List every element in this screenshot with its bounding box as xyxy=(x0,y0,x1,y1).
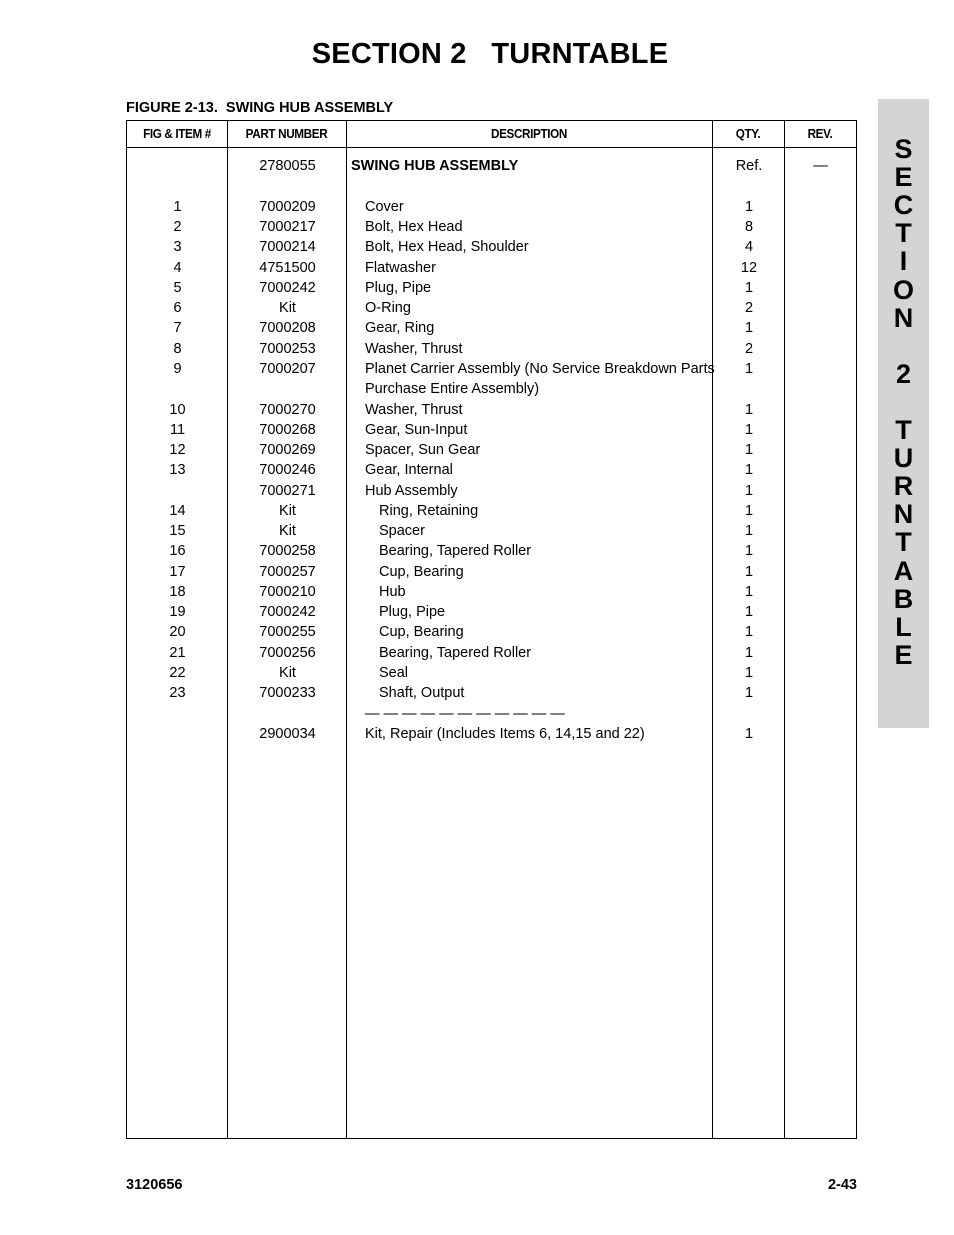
table-row xyxy=(127,704,856,724)
table-row xyxy=(127,440,856,460)
table-row xyxy=(127,298,856,318)
qty-cell: 1 xyxy=(744,402,754,418)
table-row xyxy=(127,359,856,379)
part-number-cell: 7000217 xyxy=(259,219,316,235)
description-cell: Purchase Entire Assembly) xyxy=(365,381,540,397)
section-tab-letter: E xyxy=(894,162,913,193)
qty-cell: 1 xyxy=(744,361,754,377)
qty-cell: 1 xyxy=(744,645,754,661)
description-cell: Bearing, Tapered Roller xyxy=(379,543,532,559)
fig-item-cell: 18 xyxy=(169,584,186,600)
part-number-cell: 7000242 xyxy=(259,280,316,296)
part-number-cell: 7000246 xyxy=(259,462,316,478)
description-cell: Gear, Sun-Input xyxy=(365,422,468,438)
table-row xyxy=(127,562,856,582)
description-cell: Gear, Ring xyxy=(365,320,435,336)
description-cell: Hub xyxy=(379,584,406,600)
qty-cell: 4 xyxy=(744,239,754,255)
section-tab xyxy=(878,99,929,728)
qty-cell: 2 xyxy=(744,300,754,316)
fig-item-cell: 4 xyxy=(173,260,182,276)
description-cell: Bolt, Hex Head xyxy=(365,219,463,235)
section-tab-letter: T xyxy=(895,415,912,445)
fig-item-cell: 12 xyxy=(169,442,186,458)
fig-item-cell: 14 xyxy=(169,503,186,519)
table-row xyxy=(127,663,856,683)
fig-item-cell: 1 xyxy=(173,199,182,215)
fig-item-cell: 21 xyxy=(169,645,186,661)
qty-cell: 1 xyxy=(744,584,754,600)
fig-item-cell: 7 xyxy=(173,320,182,336)
qty-cell: 1 xyxy=(744,523,754,539)
table-row xyxy=(127,602,856,622)
description-cell: Shaft, Output xyxy=(379,685,465,701)
qty-cell: 1 xyxy=(744,320,754,336)
section-tab-letter: B xyxy=(893,583,914,614)
part-number-cell: 4751500 xyxy=(259,260,316,276)
qty-cell: 8 xyxy=(744,219,754,235)
part-number-cell: 2900034 xyxy=(259,726,316,742)
qty-cell: Ref. xyxy=(735,158,763,174)
description-cell: Cover xyxy=(365,199,404,215)
table-row xyxy=(127,460,856,480)
part-number-cell: 7000207 xyxy=(259,361,316,377)
qty-cell: 1 xyxy=(744,462,754,478)
table-row xyxy=(127,643,856,663)
qty-cell: 1 xyxy=(744,442,754,458)
table-row xyxy=(127,521,856,541)
description-cell: Bolt, Hex Head, Shoulder xyxy=(365,239,529,255)
part-number-cell: 7000270 xyxy=(259,402,316,418)
section-tab-letter: E xyxy=(894,639,913,670)
page-title: SECTION 2 TURNTABLE xyxy=(311,38,669,70)
header-qty: QTY. xyxy=(735,126,761,141)
fig-item-cell: 15 xyxy=(169,523,186,539)
description-cell: Hub Assembly xyxy=(365,483,458,499)
header-divider xyxy=(127,147,856,148)
table-row xyxy=(127,541,856,561)
table-row xyxy=(127,258,856,278)
part-number-cell: 2780055 xyxy=(259,158,316,174)
description-cell: Plug, Pipe xyxy=(379,604,446,620)
fig-item-cell: 16 xyxy=(169,543,186,559)
header-description: DESCRIPTION xyxy=(490,126,567,141)
table-row xyxy=(127,481,856,501)
qty-cell: 1 xyxy=(744,543,754,559)
page-number: 2-43 xyxy=(827,1177,857,1193)
table-row xyxy=(127,501,856,521)
table-row xyxy=(127,683,856,703)
qty-cell: 1 xyxy=(744,564,754,580)
section-tab-letter: N xyxy=(893,302,914,333)
fig-item-cell: 9 xyxy=(173,361,182,377)
header-part-number: PART NUMBER xyxy=(245,126,328,141)
fig-item-cell: 5 xyxy=(173,280,182,296)
part-number-cell: Kit xyxy=(279,300,296,316)
qty-cell: 1 xyxy=(744,726,754,742)
section-tab-letter: L xyxy=(895,611,912,642)
section-tab-letter: T xyxy=(895,527,912,558)
description-cell: Spacer xyxy=(379,523,425,539)
fig-item-cell: 10 xyxy=(169,402,186,418)
qty-cell: 1 xyxy=(744,604,754,620)
description-cell: Planet Carrier Assembly (No Service Breakdown Parts xyxy=(365,361,715,377)
part-number-cell: 7000208 xyxy=(259,320,316,336)
qty-cell: 1 xyxy=(744,665,754,681)
fig-item-cell: 22 xyxy=(169,665,186,681)
qty-cell: 12 xyxy=(740,260,758,276)
table-row xyxy=(127,339,856,359)
fig-item-cell: 19 xyxy=(169,604,186,620)
qty-cell: 1 xyxy=(744,483,754,499)
section-tab-letter: 2 xyxy=(895,358,912,389)
part-number-cell: 7000257 xyxy=(259,564,316,580)
fig-item-cell: 6 xyxy=(173,300,182,316)
qty-cell: 1 xyxy=(744,422,754,438)
section-tab-letter: I xyxy=(899,246,908,277)
part-number-cell: Kit xyxy=(279,523,296,539)
part-number-cell: Kit xyxy=(279,665,296,681)
section-tab-letter: T xyxy=(895,218,912,249)
part-number-cell: 7000271 xyxy=(259,483,316,499)
table-row xyxy=(127,197,856,217)
part-number-cell: 7000209 xyxy=(259,199,316,215)
section-tab-letter: O xyxy=(892,274,914,305)
qty-cell: 1 xyxy=(744,624,754,640)
part-number-cell: 7000210 xyxy=(259,584,316,600)
part-number-cell: 7000253 xyxy=(259,341,316,357)
fig-item-cell: 23 xyxy=(169,685,186,701)
part-number-cell: 7000258 xyxy=(259,543,316,559)
qty-cell: 1 xyxy=(744,199,754,215)
description-cell: Bearing, Tapered Roller xyxy=(379,645,532,661)
description-cell: Cup, Bearing xyxy=(379,564,464,580)
description-cell: Plug, Pipe xyxy=(365,280,432,296)
part-number-cell: 7000269 xyxy=(259,442,316,458)
table-row xyxy=(127,622,856,642)
description-cell: Flatwasher xyxy=(365,260,436,276)
description-cell: Seal xyxy=(379,665,409,681)
table-row xyxy=(127,582,856,602)
fig-item-cell: 13 xyxy=(169,462,186,478)
part-number-cell: Kit xyxy=(279,503,296,519)
section-tab-letter: R xyxy=(893,471,914,502)
section-tab-letter: C xyxy=(893,190,914,221)
table-row xyxy=(127,400,856,420)
section-tab-letter: S xyxy=(894,134,913,164)
rev-cell: — xyxy=(813,158,828,174)
description-cell: Washer, Thrust xyxy=(365,341,463,357)
table-row xyxy=(127,420,856,440)
fig-item-cell: 11 xyxy=(169,422,186,438)
description-cell: Spacer, Sun Gear xyxy=(365,442,481,458)
section-tab-letter: A xyxy=(893,555,914,586)
fig-item-cell: 17 xyxy=(169,564,186,580)
table-row xyxy=(127,379,856,399)
table-row xyxy=(127,217,856,237)
qty-cell: 1 xyxy=(744,685,754,701)
header-fig-item: FIG & ITEM # xyxy=(143,126,211,141)
description-cell: Ring, Retaining xyxy=(379,503,479,519)
table-row xyxy=(127,237,856,257)
table-row xyxy=(127,318,856,338)
description-cell: Gear, Internal xyxy=(365,462,453,478)
qty-cell: 1 xyxy=(744,280,754,296)
description-cell: Kit, Repair (Includes Items 6, 14,15 and 22) xyxy=(365,726,645,742)
fig-item-cell: 2 xyxy=(173,219,182,235)
part-number-cell: 7000242 xyxy=(259,604,316,620)
fig-item-cell: 20 xyxy=(169,624,186,640)
part-number-cell: 7000256 xyxy=(259,645,316,661)
part-number-cell: 7000255 xyxy=(259,624,316,640)
section-tab-letter: N xyxy=(893,499,914,530)
qty-cell: 2 xyxy=(744,341,754,357)
table-row xyxy=(127,724,856,744)
description-cell: — — — — — — — — — — — xyxy=(365,706,565,722)
fig-item-cell: 3 xyxy=(173,239,182,255)
description-cell: Washer, Thrust xyxy=(365,402,463,418)
document-number: 3120656 xyxy=(126,1177,183,1193)
qty-cell: 1 xyxy=(744,503,754,519)
fig-item-cell: 8 xyxy=(173,341,182,357)
part-number-cell: 7000268 xyxy=(259,422,316,438)
description-cell: SWING HUB ASSEMBLY xyxy=(351,158,519,174)
part-number-cell: 7000233 xyxy=(259,685,316,701)
description-cell: O-Ring xyxy=(365,300,411,316)
description-cell: Cup, Bearing xyxy=(379,624,464,640)
table-row xyxy=(127,278,856,298)
parts-list-table xyxy=(126,120,857,1139)
section-tab-letter: U xyxy=(893,443,914,474)
table-row xyxy=(127,156,856,176)
header-rev: REV. xyxy=(807,126,833,141)
figure-title: FIGURE 2-13. SWING HUB ASSEMBLY xyxy=(126,100,394,116)
part-number-cell: 7000214 xyxy=(259,239,316,255)
